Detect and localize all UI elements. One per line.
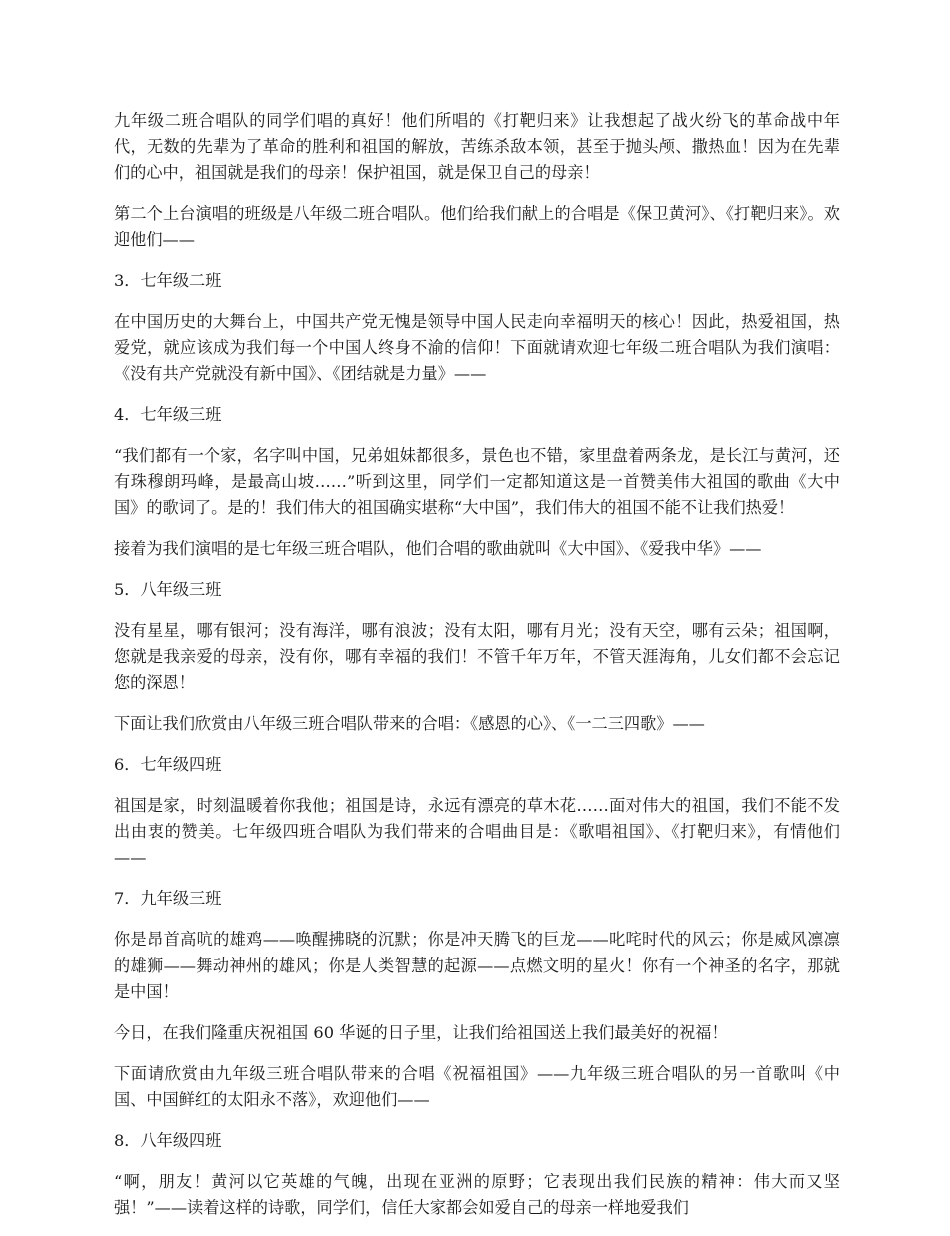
section-heading: 5．八年级三班	[114, 580, 222, 599]
paragraph: 你是昂首高吭的雄鸡——唤醒拂晓的沉默；你是冲天腾飞的巨龙——叱咤时代的风云；你是威风凛凛的雄狮——舞动神州的雄风；你是人类智慧的起源——点燃文明的星火！你有一个神圣的名字，那就是中国！	[114, 930, 840, 1001]
section-heading: 4．七年级三班	[114, 405, 222, 424]
paragraph: 第二个上台演唱的班级是八年级二班合唱队。他们给我们献上的合唱是《保卫黄河》、《打靶归来》。欢迎他们——	[114, 204, 840, 249]
section-heading: 8．八年级四班	[114, 1131, 222, 1150]
section-heading: 3．七年级二班	[114, 271, 222, 290]
paragraph: 九年级二班合唱队的同学们唱的真好！他们所唱的《打靶归来》让我想起了战火纷飞的革命战中年代，无数的先辈为了革命的胜利和祖国的解放，苦练杀敌本领，甚至于抛头颅、撒热血！因为在先辈们的心中，祖国就是我们的母亲！保护祖国，就是保卫自己的母亲！	[114, 111, 840, 182]
paragraph: 下面请欣赏由九年级三班合唱队带来的合唱《祝福祖国》——九年级三班合唱队的另一首歌叫《中国、中国鲜红的太阳永不落》，欢迎他们——	[114, 1064, 840, 1109]
section-heading: 7．九年级三班	[114, 889, 222, 908]
paragraph: 没有星星，哪有银河；没有海洋，哪有浪波；没有太阳，哪有月光；没有天空，哪有云朵；祖国啊，您就是我亲爱的母亲，没有你，哪有幸福的我们！不管千年万年，不管天涯海角，儿女们都不会忘记您的深恩！	[114, 621, 840, 692]
paragraph: “啊，朋友！黄河以它英雄的气魄，出现在亚洲的原野；它表现出我们民族的精神：伟大而又坚强！”——读着这样的诗歌，同学们，信任大家都会如爱自己的母亲一样地爱我们	[114, 1172, 840, 1217]
paragraph: 下面让我们欣赏由八年级三班合唱队带来的合唱：《感恩的心》、《一二三四歌》——	[114, 714, 705, 733]
paragraph: “我们都有一个家，名字叫中国，兄弟姐妹都很多，景色也不错，家里盘着两条龙，是长江与黄河，还有珠穆朗玛峰，是最高山坡……”听到这里，同学们一定都知道这是一首赞美伟大祖国的歌曲《大中国》的歌词了。是的！我们伟大的祖国确实堪称“大中国”，我们伟大的祖国不能不让我们热爱！	[114, 446, 840, 517]
paragraph: 接着为我们演唱的是七年级三班合唱队，他们合唱的歌曲就叫《大中国》、《爱我中华》——	[114, 539, 762, 558]
document-page	[114, 108, 840, 1236]
section-heading: 6．七年级四班	[114, 755, 222, 774]
paragraph: 祖国是家，时刻温暖着你我他；祖国是诗，永远有漂亮的草木花……面对伟大的祖国，我们不能不发出由衷的赞美。七年级四班合唱队为我们带来的合唱曲目是：《歌唱祖国》、《打靶归来》，有情他们——	[114, 796, 840, 867]
paragraph: 今日，在我们隆重庆祝祖国 60 华诞的日子里，让我们给祖国送上我们最美好的祝福！	[114, 1023, 728, 1042]
paragraph: 在中国历史的大舞台上，中国共产党无愧是领导中国人民走向幸福明天的核心！因此，热爱祖国，热爱党，就应该成为我们每一个中国人终身不渝的信仰！下面就请欢迎七年级二班合唱队为我们演唱：《没有共产党就没有新中国》、《团结就是力量》——	[114, 312, 840, 383]
